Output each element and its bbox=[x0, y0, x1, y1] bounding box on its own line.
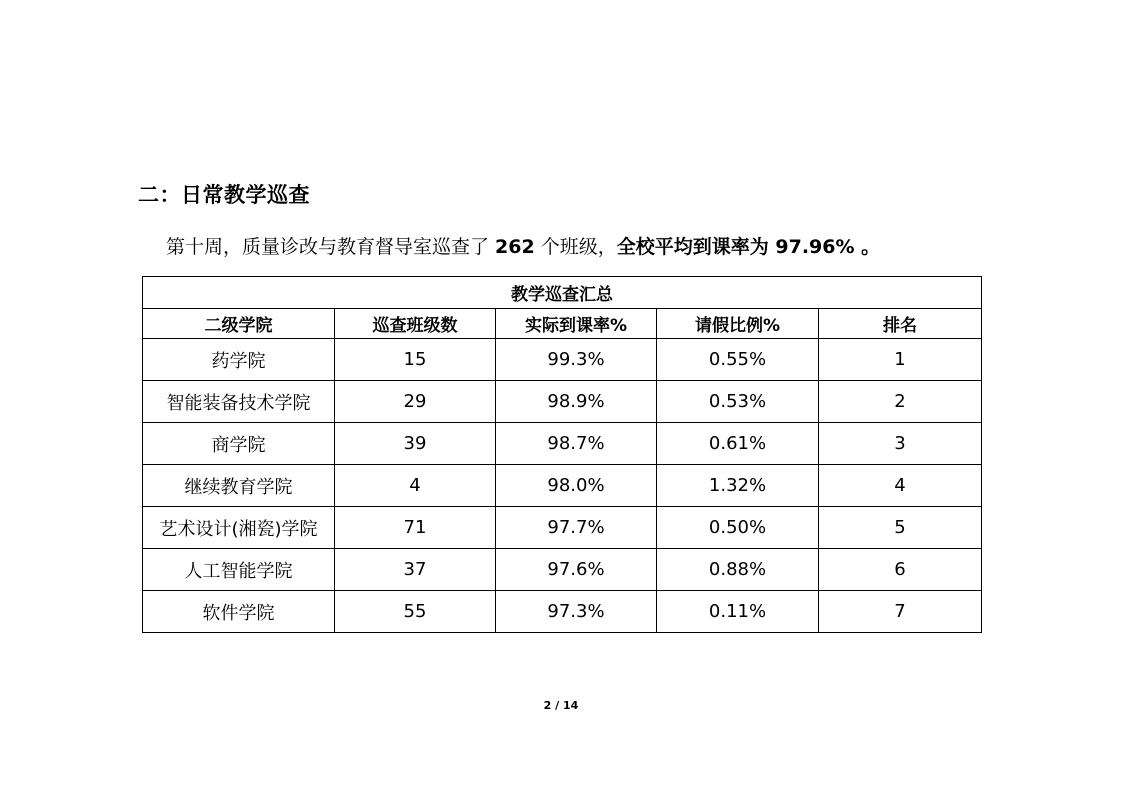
cell-classes-inspected: 29 bbox=[335, 381, 496, 423]
table-row bbox=[143, 465, 982, 507]
cell-leave-ratio: 0.11% bbox=[657, 591, 819, 633]
section-heading: 二：日常教学巡查 bbox=[138, 183, 310, 207]
column-header-rank: 排名 bbox=[819, 309, 982, 339]
cell-college: 智能装备技术学院 bbox=[143, 381, 335, 423]
cell-attendance-rate: 98.0% bbox=[496, 465, 657, 507]
cell-college: 商学院 bbox=[143, 423, 335, 465]
cell-leave-ratio: 0.50% bbox=[657, 507, 819, 549]
column-header-college: 二级学院 bbox=[143, 309, 335, 339]
cell-attendance-rate: 99.3% bbox=[496, 339, 657, 381]
cell-leave-ratio: 0.88% bbox=[657, 549, 819, 591]
table-row bbox=[143, 549, 982, 591]
cell-rank: 1 bbox=[819, 339, 982, 381]
cell-classes-inspected: 55 bbox=[335, 591, 496, 633]
column-header-classes-inspected: 巡查班级数 bbox=[335, 309, 496, 339]
cell-classes-inspected: 39 bbox=[335, 423, 496, 465]
summary-middle: 个班级， bbox=[534, 236, 617, 258]
table-row bbox=[143, 591, 982, 633]
column-header-attendance-rate: 实际到课率% bbox=[496, 309, 657, 339]
table-row bbox=[143, 381, 982, 423]
summary-attendance-average: 全校平均到课率为 97.96% 。 bbox=[616, 236, 881, 258]
cell-classes-inspected: 71 bbox=[335, 507, 496, 549]
cell-rank: 2 bbox=[819, 381, 982, 423]
cell-college: 艺术设计(湘瓷)学院 bbox=[143, 507, 335, 549]
cell-college: 药学院 bbox=[143, 339, 335, 381]
cell-classes-inspected: 4 bbox=[335, 465, 496, 507]
cell-leave-ratio: 1.32% bbox=[657, 465, 819, 507]
table-row bbox=[143, 339, 982, 381]
table-row bbox=[143, 507, 982, 549]
summary-class-count: 262 bbox=[495, 236, 535, 258]
table-row bbox=[143, 423, 982, 465]
cell-rank: 7 bbox=[819, 591, 982, 633]
summary-prefix: 第十周，质量诊改与教育督导室巡查了 bbox=[166, 236, 496, 258]
table-header-row bbox=[143, 309, 982, 339]
cell-classes-inspected: 37 bbox=[335, 549, 496, 591]
cell-rank: 5 bbox=[819, 507, 982, 549]
cell-leave-ratio: 0.61% bbox=[657, 423, 819, 465]
cell-attendance-rate: 97.3% bbox=[496, 591, 657, 633]
cell-college: 继续教育学院 bbox=[143, 465, 335, 507]
page-number: 2 / 14 bbox=[543, 699, 579, 712]
cell-attendance-rate: 98.9% bbox=[496, 381, 657, 423]
cell-college: 软件学院 bbox=[143, 591, 335, 633]
cell-rank: 3 bbox=[819, 423, 982, 465]
cell-attendance-rate: 97.6% bbox=[496, 549, 657, 591]
cell-rank: 4 bbox=[819, 465, 982, 507]
cell-classes-inspected: 15 bbox=[335, 339, 496, 381]
cell-leave-ratio: 0.55% bbox=[657, 339, 819, 381]
cell-college: 人工智能学院 bbox=[143, 549, 335, 591]
cell-attendance-rate: 98.7% bbox=[496, 423, 657, 465]
column-header-leave-ratio: 请假比例% bbox=[657, 309, 819, 339]
cell-attendance-rate: 97.7% bbox=[496, 507, 657, 549]
table-caption: 教学巡查汇总 bbox=[143, 277, 982, 309]
cell-leave-ratio: 0.53% bbox=[657, 381, 819, 423]
cell-rank: 6 bbox=[819, 549, 982, 591]
summary-paragraph bbox=[166, 232, 880, 259]
table-caption-row bbox=[143, 277, 982, 309]
inspection-summary-table bbox=[142, 276, 982, 633]
